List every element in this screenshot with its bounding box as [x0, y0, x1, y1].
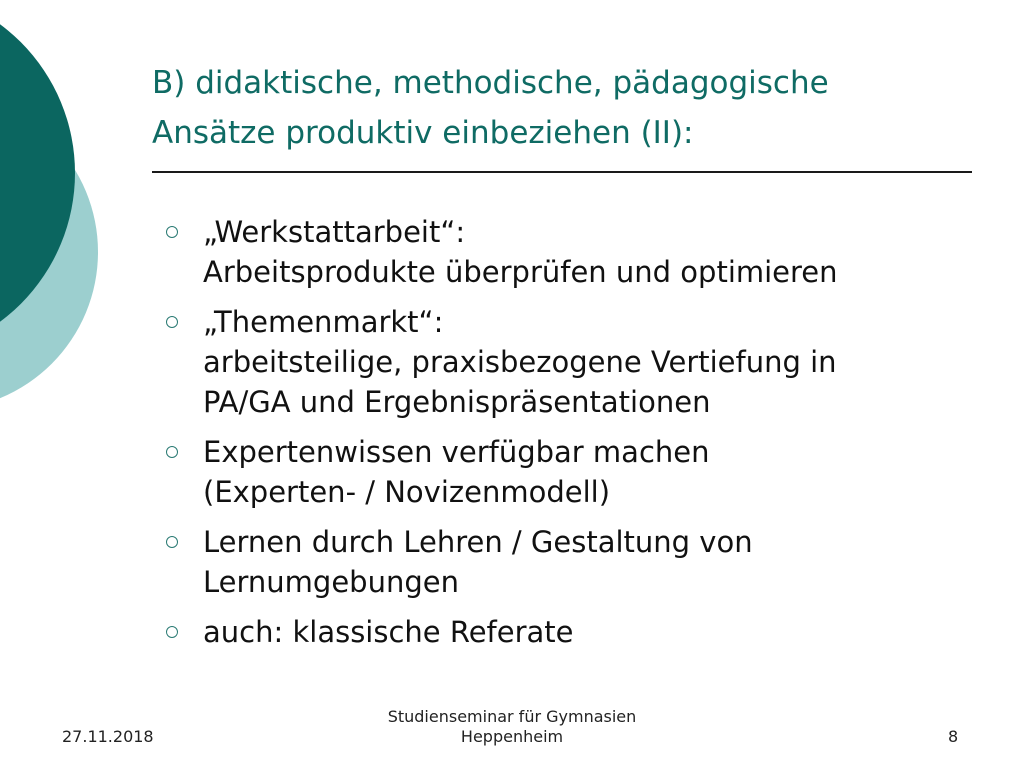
bullet-text: Expertenwissen verfügbar machen — [203, 435, 710, 469]
title-divider — [152, 171, 972, 173]
bullet-text: (Experten- / Novizenmodell) — [203, 475, 611, 509]
footer-institution-line-2: Heppenheim — [460, 727, 564, 746]
hollow-circle-bullet-icon — [166, 536, 178, 548]
bullet-text: PA/GA und Ergebnispräsentationen — [203, 385, 711, 419]
footer-institution — [352, 707, 672, 747]
slide-title-line-1: B) didaktische, methodische, pädagogische — [152, 65, 829, 101]
bullet-text: Arbeitsprodukte überprüfen und optimieren — [203, 255, 838, 289]
hollow-circle-bullet-icon — [166, 446, 178, 458]
bullet-text: Lernumgebungen — [203, 565, 459, 599]
hollow-circle-bullet-icon — [166, 626, 178, 638]
page-number: 8 — [948, 727, 959, 746]
bullet-item-lernen-durch-lehren — [162, 522, 972, 602]
bullet-item-referate — [162, 612, 972, 652]
bullet-item-expertenwissen — [162, 432, 972, 512]
bullet-text: „Themenmarkt“: — [203, 305, 444, 339]
hollow-circle-bullet-icon — [166, 316, 178, 328]
bullet-text: Lernen durch Lehren / Gestaltung von — [203, 525, 753, 559]
bullet-text: arbeitsteilige, praxisbezogene Vertiefung in — [203, 345, 837, 379]
hollow-circle-bullet-icon — [166, 226, 178, 238]
bullet-item-werkstattarbeit — [162, 212, 972, 292]
bullet-item-themenmarkt — [162, 302, 972, 422]
bullet-list — [162, 212, 972, 662]
bullet-text: auch: klassische Referate — [203, 615, 574, 649]
slide-title — [152, 58, 992, 158]
footer-date: 27.11.2018 — [62, 727, 154, 746]
decorative-circles — [0, 0, 110, 410]
bullet-text: „Werkstattarbeit“: — [203, 215, 466, 249]
slide-title-line-2: Ansätze produktiv einbeziehen (II): — [152, 115, 694, 151]
footer-institution-line-1: Studienseminar für Gymnasien — [387, 707, 637, 726]
